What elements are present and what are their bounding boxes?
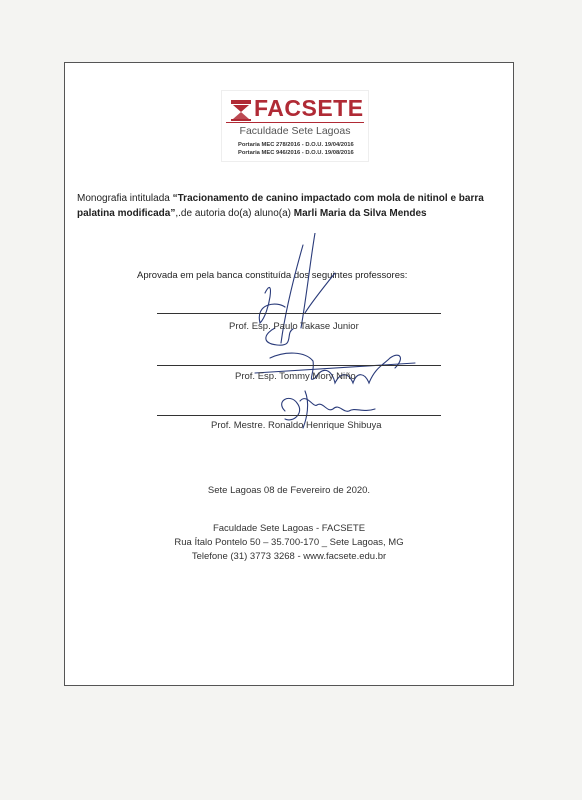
- facsete-logo: [222, 91, 368, 161]
- logo-divider: [226, 122, 364, 123]
- professor-name-2: Prof. Esp. Tommy Mory Niño: [235, 371, 356, 382]
- footer-institution: Faculdade Sete Lagoas - FACSETE: [212, 523, 366, 534]
- professor-name-1: Prof. Esp. Paulo Takase Junior: [229, 321, 359, 332]
- signature-line-3: [157, 415, 441, 416]
- date-line: Sete Lagoas 08 de Fevereiro de 2020.: [207, 485, 371, 496]
- professor-name-3: Prof. Mestre. Ronaldo Henrique Shibuya: [211, 420, 382, 431]
- monograph-title: “Tracionamento de canino impactado com mola de nitinol e barra palatina modificada”: [77, 193, 484, 219]
- logo-portaria-1: Portaria MEC 278/2016 - D.O.U. 19/04/2016: [238, 142, 354, 148]
- intro-middle: ,.de autoria do(a) aluno(a): [175, 208, 294, 219]
- handwritten-signatures: [215, 233, 475, 433]
- facsete-logo-mark-icon: [230, 99, 252, 121]
- intro-prefix: Monografia intitulada: [77, 193, 173, 204]
- footer-contact: Telefone (31) 3773 3268 - www.facsete.edu.br: [191, 551, 387, 562]
- signature-line-1: [157, 313, 441, 314]
- logo-portaria-2: Portaria MEC 946/2016 - D.O.U. 19/08/2016: [238, 150, 354, 156]
- signature-line-2: [157, 365, 441, 366]
- logo-name: FACSETE: [254, 95, 364, 121]
- monograph-statement: [77, 191, 497, 221]
- logo-subtitle: Faculdade Sete Lagoas: [239, 125, 351, 137]
- document-page: [64, 62, 514, 686]
- footer-address: Rua Ítalo Pontelo 50 – 35.700-170 _ Sete Lagoas, MG: [174, 537, 404, 548]
- approval-statement: Aprovada em pela banca constituída dos seguintes professores:: [137, 270, 408, 281]
- author-name: Marli Maria da Silva Mendes: [293, 208, 427, 219]
